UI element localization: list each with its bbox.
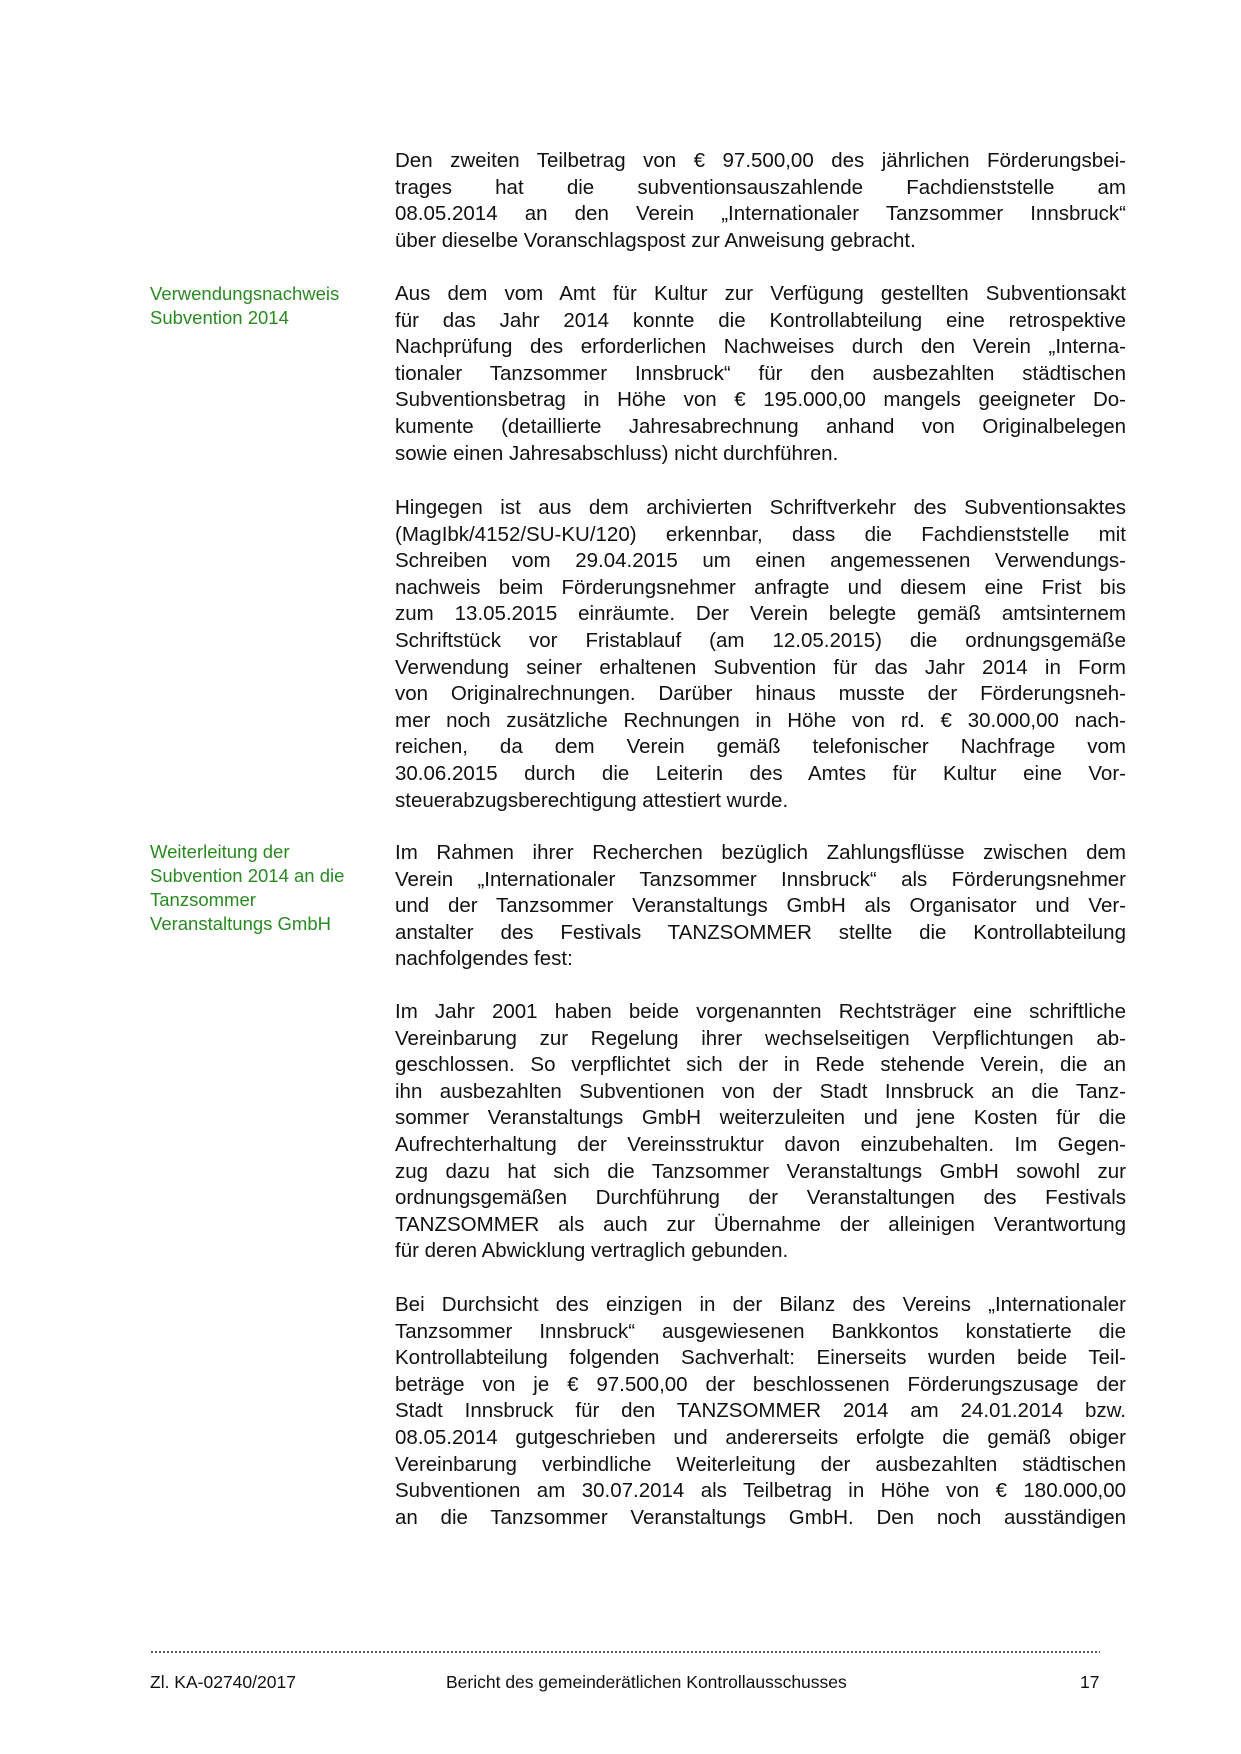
body-paragraph xyxy=(395,999,1126,1265)
text-line: für deren Abwicklung vertraglich gebunden. xyxy=(395,1239,789,1263)
text-line: sommer Veranstaltungs GmbH weiterzuleiten und jene Kosten für die xyxy=(395,1106,1126,1130)
body-paragraph xyxy=(395,840,1126,973)
text-line: anstalter des Festivals TANZSOMMER stellte die Kontrollabteilung xyxy=(395,920,1126,944)
text-line: mer noch zusätzliche Rechnungen in Höhe von rd. € 30.000,00 nach- xyxy=(395,708,1126,732)
margin-label-line: Subvention 2014 xyxy=(150,307,289,328)
text-line: (MagIbk/4152/SU-KU/120) erkennbar, dass die Fachdienststelle mit xyxy=(395,522,1126,546)
text-line: für das Jahr 2014 konnte die Kontrollabteilung eine retrospektive xyxy=(395,308,1126,332)
text-line: geschlossen. So verpflichtet sich der in Rede stehende Verein, die an xyxy=(395,1053,1126,1077)
text-line: 30.06.2015 durch die Leiterin des Amtes für Kultur eine Vor- xyxy=(395,761,1126,785)
body-paragraph xyxy=(395,281,1126,467)
text-line: TANZSOMMER als auch zur Übernahme der alleinigen Verantwortung xyxy=(395,1212,1126,1236)
text-line: zug dazu hat sich die Tanzsommer Veranstaltungs GmbH sowohl zur xyxy=(395,1159,1126,1183)
body-paragraph xyxy=(395,1292,1126,1531)
margin-label-line: Weiterleitung der xyxy=(150,841,290,862)
margin-label-verwendungsnachweis xyxy=(150,282,380,330)
footer-title: Bericht des gemeinderätlichen Kontrollausschusses xyxy=(446,1672,847,1692)
text-line: Vereinbarung zur Regelung ihrer wechselseitigen Verpflichtungen ab- xyxy=(395,1026,1126,1050)
text-line: Verein „Internationaler Tanzsommer Innsbruck“ als Förderungsnehmer xyxy=(395,867,1126,891)
text-line: tionaler Tanzsommer Innsbruck“ für den ausbezahlten städtischen xyxy=(395,361,1126,385)
text-line: zum 13.05.2015 einräumte. Der Verein belegte gemäß amtsinternem xyxy=(395,602,1126,626)
text-line: Hingegen ist aus dem archivierten Schriftverkehr des Subventionsaktes xyxy=(395,496,1126,519)
text-line: an die Tanzsommer Veranstaltungs GmbH. Den noch ausständigen xyxy=(395,1505,1126,1529)
text-line: und der Tanzsommer Veranstaltungs GmbH als Organisator und Ver- xyxy=(395,894,1126,918)
text-line: sowie einen Jahresabschluss) nicht durchführen. xyxy=(395,441,839,465)
margin-label-line: Verwendungsnachweis xyxy=(150,283,340,304)
text-line: Schreiben vom 29.04.2015 um einen angemessenen Verwendungs- xyxy=(395,549,1126,573)
text-line: Im Rahmen ihrer Recherchen bezüglich Zahlungsflüsse zwischen dem xyxy=(395,841,1126,864)
text-line: Subventionsbetrag in Höhe von € 195.000,00 mangels geeigneter Do- xyxy=(395,388,1126,412)
body-paragraph xyxy=(395,148,1126,254)
text-line: ihn ausbezahlten Subventionen von der Stadt Innsbruck an die Tanz- xyxy=(395,1079,1126,1103)
margin-label-line: Subvention 2014 an die xyxy=(150,865,345,886)
text-line: reichen, da dem Verein gemäß telefonischer Nachfrage vom xyxy=(395,735,1126,759)
text-line: Aus dem vom Amt für Kultur zur Verfügung gestellten Subventionsakt xyxy=(395,282,1126,305)
text-line: Bei Durchsicht des einzigen in der Bilanz des Vereins „Internationaler xyxy=(395,1293,1126,1316)
text-line: 08.05.2014 gutgeschrieben und andererseits erfolgte die gemäß obiger xyxy=(395,1425,1126,1449)
footer-reference: Zl. KA-02740/2017 xyxy=(150,1672,296,1692)
text-line: Nachprüfung des erforderlichen Nachweises durch den Verein „Interna- xyxy=(395,335,1126,359)
text-line: von Originalrechnungen. Darüber hinaus musste der Förderungsneh- xyxy=(395,682,1126,706)
footer-divider xyxy=(150,1650,1100,1654)
text-line: nachfolgendes fest: xyxy=(395,947,573,971)
text-line: Aufrechterhaltung der Vereinsstruktur davon einzubehalten. Im Gegen- xyxy=(395,1132,1126,1156)
text-line: kumente (detaillierte Jahresabrechnung anhand von Originalbelegen xyxy=(395,414,1126,438)
text-line: trages hat die subventionsauszahlende Fachdienststelle am xyxy=(395,175,1126,199)
margin-label-weiterleitung xyxy=(150,840,380,936)
text-line: beträge von je € 97.500,00 der beschlossenen Förderungszusage der xyxy=(395,1372,1126,1396)
text-line: Kontrollabteilung folgenden Sachverhalt: Einerseits wurden beide Teil- xyxy=(395,1346,1126,1370)
text-line: nachweis beim Förderungsnehmer anfragte und diesem eine Frist bis xyxy=(395,575,1126,599)
body-paragraph xyxy=(395,495,1126,814)
text-line: Im Jahr 2001 haben beide vorgenannten Rechtsträger eine schriftliche xyxy=(395,1000,1126,1023)
text-line: Subventionen am 30.07.2014 als Teilbetrag in Höhe von € 180.000,00 xyxy=(395,1479,1126,1503)
text-line: 08.05.2014 an den Verein „Internationaler Tanzsommer Innsbruck“ xyxy=(395,202,1126,226)
text-line: Vereinbarung verbindliche Weiterleitung der ausbezahlten städtischen xyxy=(395,1452,1126,1476)
text-line: über dieselbe Voranschlagspost zur Anweisung gebracht. xyxy=(395,228,916,252)
text-line: Schriftstück vor Fristablauf (am 12.05.2015) die ordnungsgemäße xyxy=(395,628,1126,652)
margin-label-line: Veranstaltungs GmbH xyxy=(150,913,331,934)
text-line: steuerabzugsberechtigung attestiert wurde. xyxy=(395,788,789,812)
page-number: 17 xyxy=(1080,1672,1100,1692)
text-line: Den zweiten Teilbetrag von € 97.500,00 des jährlichen Förderungsbei- xyxy=(395,149,1126,172)
text-line: Verwendung seiner erhaltenen Subvention für das Jahr 2014 in Form xyxy=(395,655,1126,679)
text-line: Tanzsommer Innsbruck“ ausgewiesenen Bankkontos konstatierte die xyxy=(395,1319,1126,1343)
margin-label-line: Tanzsommer xyxy=(150,889,256,910)
text-line: ordnungsgemäßen Durchführung der Veranstaltungen des Festivals xyxy=(395,1186,1126,1210)
text-line: Stadt Innsbruck für den TANZSOMMER 2014 am 24.01.2014 bzw. xyxy=(395,1399,1126,1423)
